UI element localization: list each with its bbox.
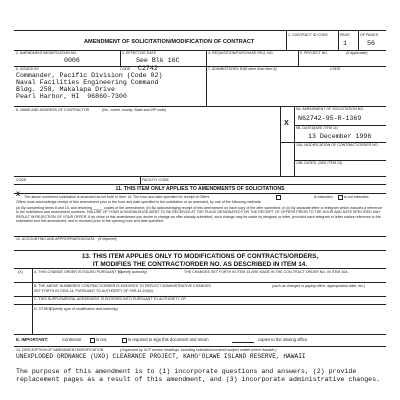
- important-label: E. IMPORTANT:: [16, 337, 49, 342]
- contractor-word: Contractor: [62, 337, 82, 342]
- item-11-line-1: The above numbered solicitation is amended as set forth in Item 14. The hour and date specified for receipt of Offers: [24, 195, 210, 199]
- issuer-address-line: Naval Facilities Engineering Command: [16, 79, 159, 86]
- dated-value: 13 December 1996: [308, 133, 372, 140]
- administered-by-label: 7. ADMINISTERED BY: [208, 67, 245, 71]
- mod-dated-label: 10B. DATED: [296, 161, 317, 165]
- rule: [14, 184, 386, 185]
- contractor-label: 8. NAME AND ADDRESS OF CONTRACTOR: [16, 108, 90, 112]
- rule: [280, 106, 281, 176]
- rule: [14, 193, 386, 194]
- contractor-code-label: CODE: [16, 178, 27, 182]
- item-11-body: (a) By completing Items 8 and 15, and returning _____ copies of the amendment; (b) By acknowledging receipt of this amendment on each copy of the offer submitted; or (c) By separate letter or telegram which includes a reference to the solicitation and amendment numbers. FAILURE OF YOUR ACKNOWLEDGE-MENT TO BE RECEIVED AT THE PLACE DESIGNATED FOR THE RECEIPT OF OFFERS PRIOR TO THE HOUR AND DATE SPECIFIED MAY RESULT IN REJECTION OF YOUR OFFER. If by virtue of this amendment you desire to change an offer already submitted, such change may be made by telegram or letter, provided each telegram or letter makes reference to the solicitation and this amendment, and is received prior to the opening hour and date specified.: [16, 206, 383, 223]
- accounting-label: 12. ACCOUNTING AND APPROPRIATION DATA: [16, 237, 95, 241]
- rule: [206, 66, 207, 106]
- item-11-header: 11. THIS ITEM ONLY APPLIES TO AMENDMENTS OF SOLICITATIONS: [115, 186, 285, 192]
- amendment-of-solicitation-value: N62742-95-R-1369: [298, 115, 362, 122]
- issuer-address-line: Bldg. 258, Makalapa Drive: [16, 86, 115, 93]
- x-column-label: (X): [18, 270, 23, 274]
- rule: [14, 282, 386, 283]
- rule: [14, 334, 386, 335]
- extended-checkbox[interactable]: [276, 195, 281, 200]
- rule: [286, 30, 287, 50]
- modification-no-label: 10A. MODIFICATION OF CONTRACT/ORDER NO.: [296, 143, 379, 147]
- amendment-no-value: 0006: [64, 57, 80, 64]
- effective-date-value: See Blk 16C: [136, 57, 180, 64]
- is-required-label: is required to sign this document and return: [128, 337, 209, 342]
- rule: [298, 50, 299, 66]
- item-11-line-2: Offers must acknowledge receipt of this amendment prior to the hour and date specified in the solicitation or as amended, by one of the following methods:: [16, 200, 262, 204]
- not-extended-checkbox[interactable]: [338, 195, 343, 200]
- accounting-note: (If required): [98, 237, 117, 241]
- amendment-purpose: The purpose of this amendment is to (1) incorporate questions and answers, (2) provide replacement pages as a result of this amendment, and (3) incorporate administrative changes.: [16, 368, 381, 383]
- rule: [358, 30, 359, 50]
- item-13a: A. THIS CHANGE ORDER IS ISSUED PURSUANT TO: [34, 270, 123, 274]
- dated-note: (SEE ITEM 11): [314, 126, 338, 130]
- requisition-label: 4. REQUISITION/PURCHASE REQ. NO.: [208, 51, 274, 55]
- rule: [14, 176, 386, 177]
- contractor-note: (No., street, county, State and ZIP code): [102, 108, 166, 112]
- is-not-checkbox[interactable]: [90, 338, 95, 343]
- page-count: 56: [367, 40, 375, 47]
- rule: [294, 106, 295, 176]
- project-no-label: 5. PROJECT NO.: [300, 51, 329, 55]
- project-no-note: (If applicable): [346, 51, 368, 55]
- item-13d: D. OTHER: [34, 307, 52, 311]
- description-note: (Organized by UCF section headings, including solicitation/contract subject matter where feasible.): [120, 348, 277, 352]
- rule: [14, 346, 386, 347]
- form-title: AMENDMENT OF SOLICITATION/MODIFICATION OF CONTRACT: [84, 39, 255, 45]
- item-13c: C. THIS SUPPLEMENTAL AGREEMENT IS ENTERED INTO PURSUANT TO AUTHORITY OF:: [34, 297, 187, 301]
- is-not-extended-label: is not extended.: [344, 195, 370, 199]
- issued-code-value: C2742: [138, 65, 158, 72]
- administered-code-label: CODE: [330, 67, 341, 71]
- rule: [140, 176, 141, 184]
- is-extended-label: is extended,: [314, 195, 334, 199]
- rule: [338, 30, 339, 50]
- contract-id-label: 1. CONTRACT ID CODE: [288, 33, 328, 37]
- amendment-check-mark: X: [284, 120, 289, 127]
- mod-dated-note: (SEE ITEM 13): [318, 161, 343, 165]
- item-13b: B. THE ABOVE NUMBERED CONTRACT/ORDER IS MODIFIED TO REFLECT ADMINISTRATIVE CHANGES: [34, 284, 211, 288]
- dated-label: 9B. DATED: [296, 126, 315, 130]
- rule: [14, 250, 386, 251]
- rule: [14, 30, 386, 31]
- amendment-no-label: 2. AMENDMENT/MODIFICATION NO.: [16, 51, 78, 55]
- rule: [206, 50, 207, 66]
- item-13-header-2: IT MODIFIES THE CONTRACT/ORDER NO. AS DESCRIBED IN ITEM 14.: [92, 261, 308, 268]
- description-label: 14. DESCRIPTION OF AMENDMENT/MODIFICATION: [16, 348, 104, 352]
- copies-blank: [232, 342, 254, 343]
- item-13-header-1: 13. THIS ITEM APPLIES ONLY TO MODIFICATIONS OF CONTRACTS/ORDERS,: [81, 253, 319, 260]
- rule: [14, 268, 386, 269]
- item-13b-tail: SET FORTH IN ITEM 14, PURSUANT TO AUTHORITY OF FAR 43.103(b).: [34, 289, 154, 293]
- issuer-address-line: Commander, Pacific Division (Code 02): [16, 72, 163, 79]
- issued-by-label: 6. ISSUED BY: [16, 67, 40, 71]
- solicitation-check-mark: X: [16, 192, 21, 198]
- of-pages-label: OF PAGES: [360, 33, 379, 37]
- rule: [14, 304, 386, 305]
- issuer-address-line: Pearl Harbor, HI 96860-7300: [16, 93, 127, 100]
- is-required-checkbox[interactable]: [122, 338, 127, 343]
- item-13b-note: (such as changes in paying office, appropriation date, etc.): [272, 284, 366, 288]
- effective-date-label: 3. EFFECTIVE DATE: [122, 51, 157, 55]
- page-label: PAGE: [340, 33, 350, 37]
- item-13a-note: (Specify authority): [118, 270, 147, 274]
- item-13d-note: (Specify type of modification and authority): [50, 307, 118, 311]
- facility-code-label: FACILITY CODE: [142, 178, 169, 182]
- rule: [32, 268, 33, 334]
- administered-by-note: (If other than Item 6): [244, 67, 277, 71]
- project-title: UNEXPLODED ORDNANCE (UXO) CLEARANCE PROJECT, KAHO'OLAWE ISLAND RESERVE, HAWAII: [16, 353, 306, 360]
- page-number: 1: [343, 40, 347, 47]
- item-13a-tail: THE CHANGES SET FORTH IN ITEM 14 ARE MADE IN THE CON-TRACT ORDER NO. IN ITEM 10A.: [184, 270, 349, 274]
- is-not-label: is not,: [96, 337, 108, 342]
- amendment-of-solicitation-label: 9A. AMENDMENT OF SOLICITATION NO.: [296, 107, 365, 111]
- issued-code-label: CODE: [120, 67, 131, 71]
- copies-label: copies to the issuing office.: [258, 337, 309, 342]
- rule: [120, 50, 121, 66]
